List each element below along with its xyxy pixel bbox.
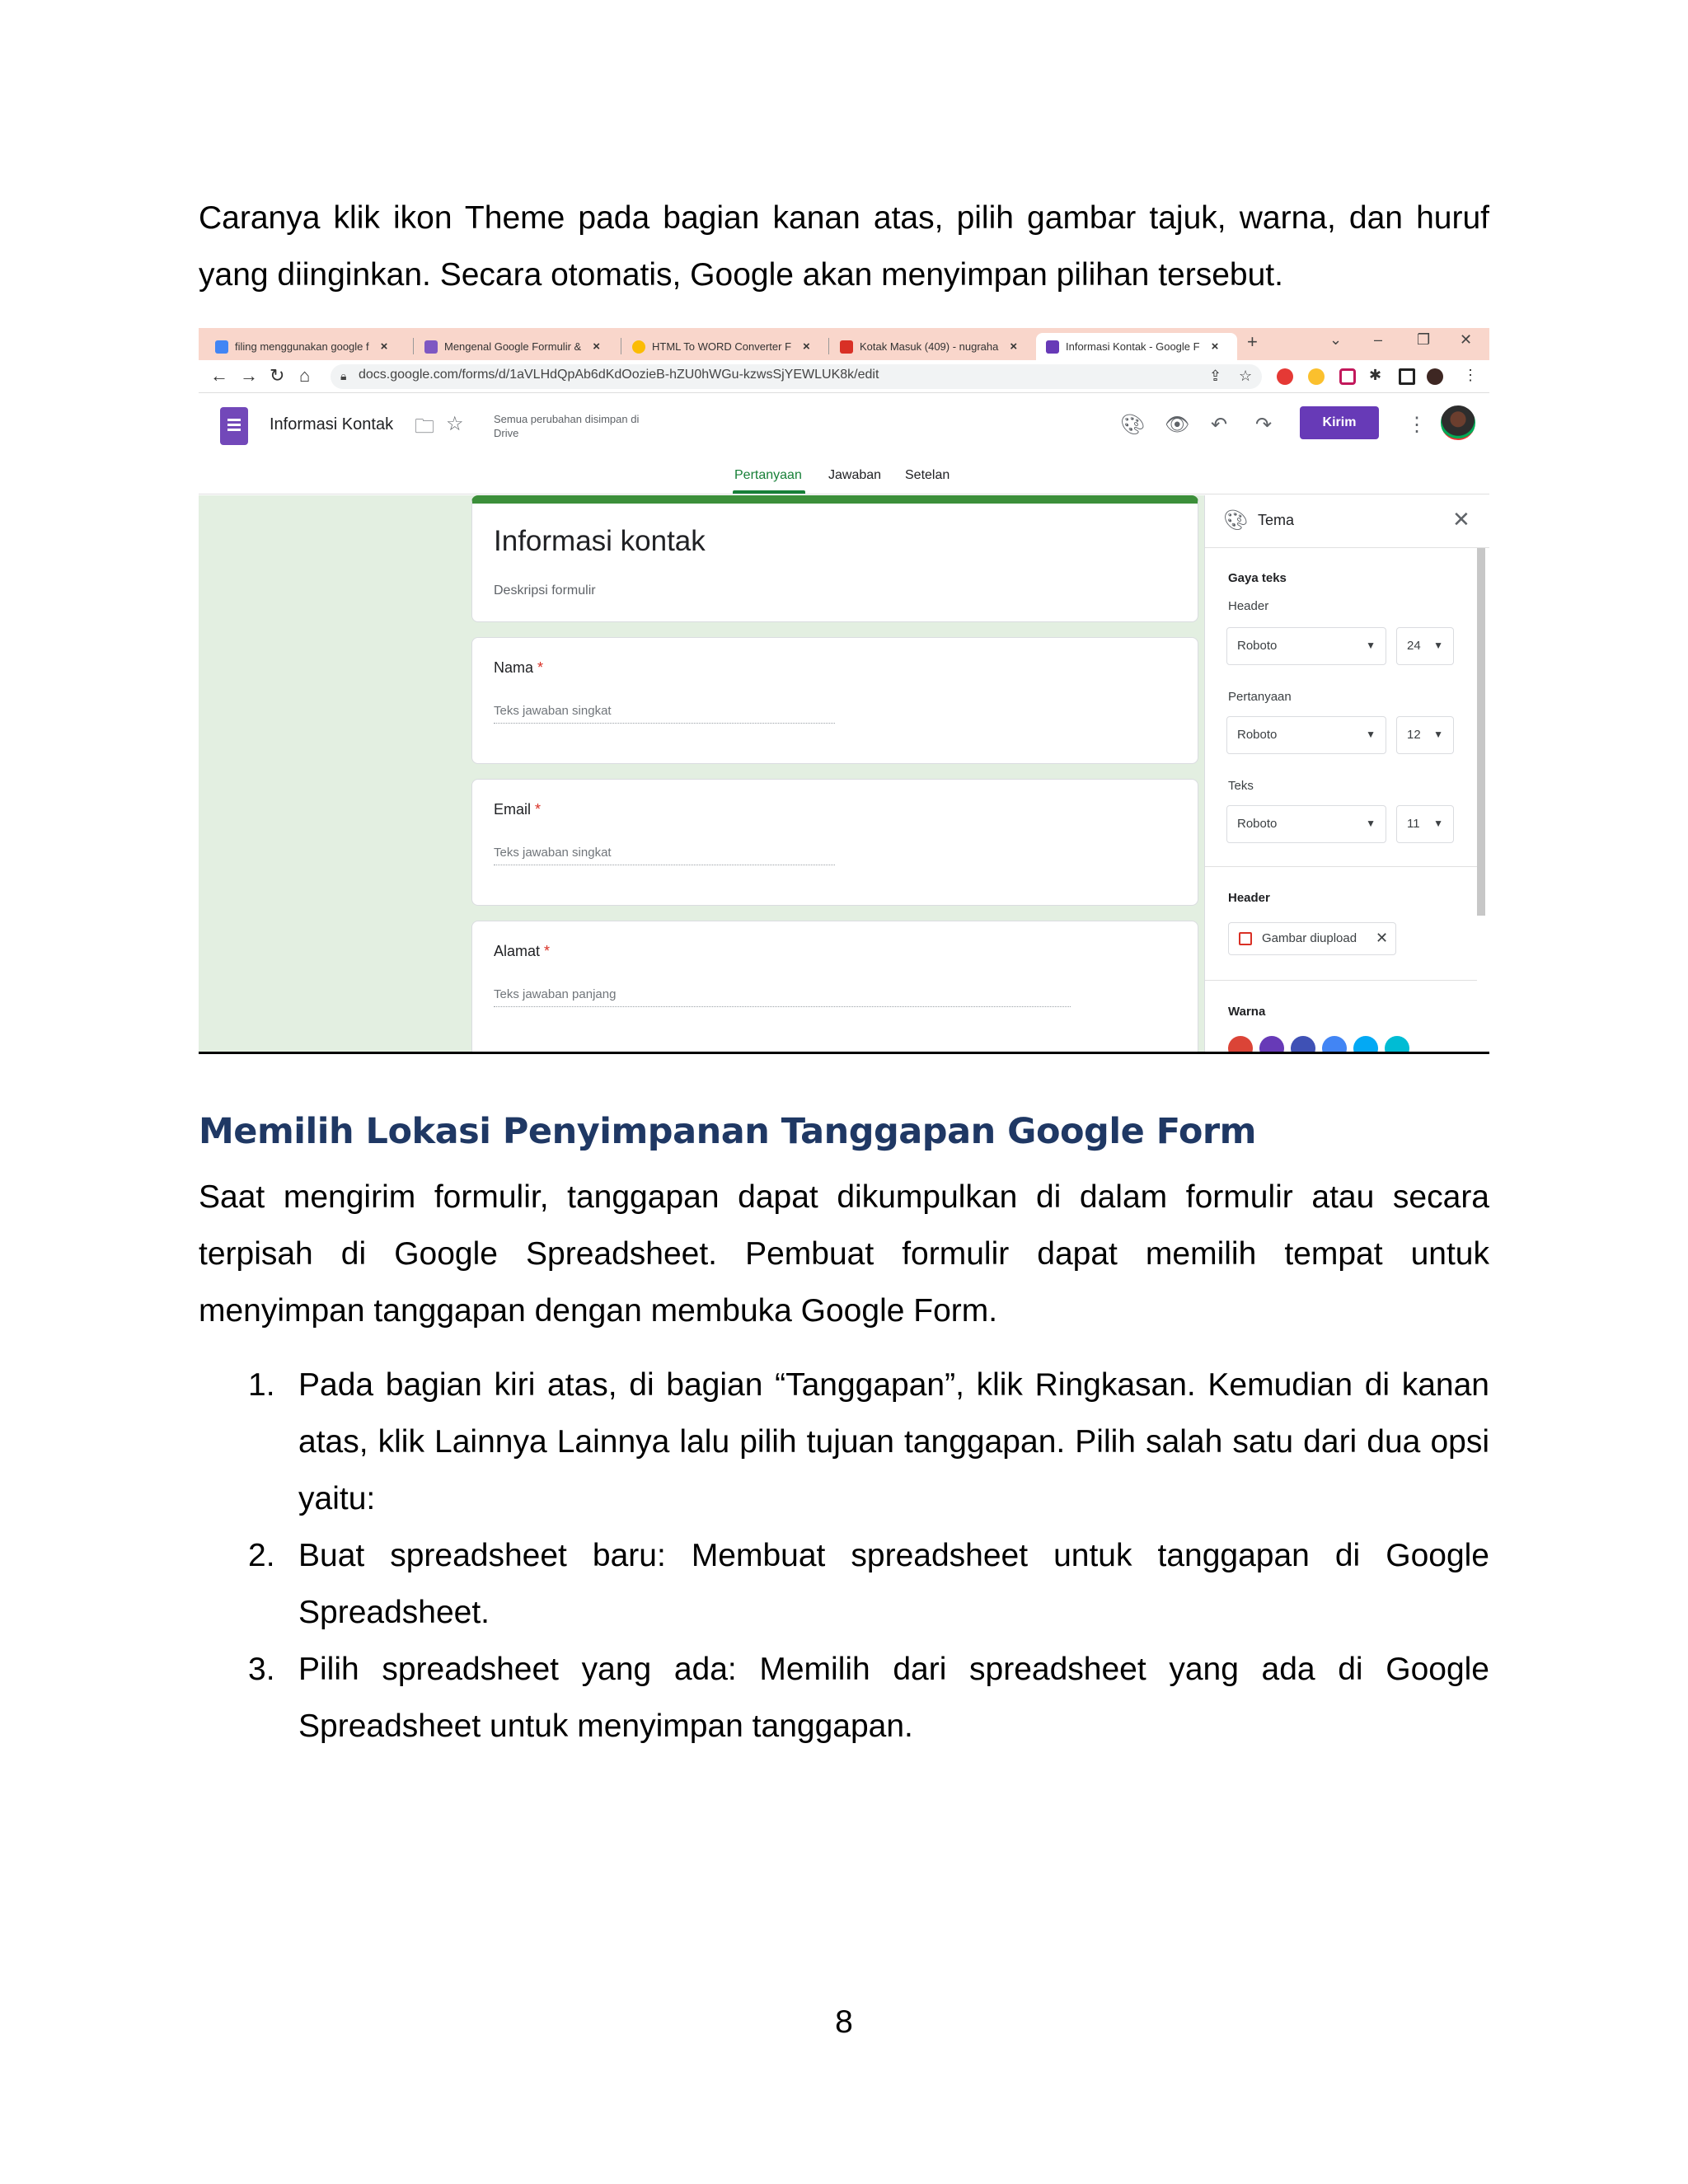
required-marker: * [537,659,544,676]
form-tabs [199,460,1489,494]
close-icon[interactable]: × [1010,340,1018,354]
close-window-icon[interactable]: ✕ [1460,331,1473,348]
select-value: Roboto [1237,817,1278,831]
question-text: Alamat [494,943,541,959]
minimize-icon[interactable]: – [1374,331,1383,348]
undo-icon[interactable]: ↶ [1211,414,1228,436]
google-forms-screenshot [199,328,1489,1054]
more-options-icon[interactable]: ⋮ [1407,414,1427,436]
theme-panel-header [1205,495,1489,548]
list-number: 3. [248,1652,275,1687]
question-label[interactable] [494,659,543,677]
restore-icon[interactable]: ❐ [1417,331,1431,348]
steps-list [199,1357,1489,1755]
tab-settings[interactable]: Setelan [905,468,950,482]
question-size-select[interactable] [1396,716,1454,754]
section-paragraph: Saat mengirim formulir, tanggapan dapat dikumpulkan di dalam formulir atau secara terpisah di Google Spreadsheet. Pembuat formulir dapat memilih tempat untuk menyimpan tanggapan dengan membuka Google Form. [199,1179,1489,1329]
question-text: Nama [494,659,534,676]
color-swatch[interactable] [1322,1036,1347,1054]
opera-icon[interactable] [1277,368,1293,385]
select-value: 12 [1407,728,1421,742]
kebab-menu-icon[interactable]: ⋮ [1463,367,1478,383]
url-text: docs.google.com/forms/d/1aVLHdQpAb6dKdOozieB-hZU0hWGu-kzwsSjYEWLUK8k/edit [359,368,879,382]
browser-tab[interactable] [622,333,827,360]
tab-label: Kotak Masuk (409) - nugraha [860,340,999,353]
question-label[interactable] [494,801,541,818]
color-swatch[interactable] [1385,1036,1409,1054]
tab-questions[interactable]: Pertanyaan [734,468,802,482]
browser-tab[interactable] [415,333,619,360]
star-icon[interactable]: ☆ [1239,368,1253,384]
color-label: Warna [1228,1005,1266,1019]
tab-label: filing menggunakan google f [235,340,369,353]
theme-panel [1204,495,1489,1054]
list-text: Pilih spreadsheet yang ada: Memilih dari spreadsheet yang ada di Google Spreadsheet untuk menyimpan tanggapan. [298,1652,1489,1744]
tab-label: Informasi Kontak - Google F [1066,340,1200,353]
divider [1205,866,1477,867]
browser-tab-bar [199,328,1489,360]
send-button[interactable]: Kirim [1300,406,1379,439]
back-icon[interactable]: ← [210,365,228,386]
page-number: 8 [835,2004,853,2040]
redo-icon[interactable]: ↷ [1255,414,1273,436]
home-icon[interactable]: ⌂ [299,365,311,386]
question-font-select[interactable] [1226,716,1386,754]
section-heading: Memilih Lokasi Penyimpanan Tanggapan Google Form [199,1111,1256,1152]
forms-icon [1046,340,1059,354]
sidebar-icon[interactable] [1399,368,1415,385]
form-description[interactable]: Deskripsi formulir [494,583,596,598]
header-font-select[interactable] [1226,627,1386,665]
theme-panel-title: Tema [1258,512,1295,528]
site-icon [424,340,438,354]
question-label[interactable] [494,943,550,960]
caret-down-icon: ▼ [1433,729,1443,740]
header-size-select[interactable] [1396,627,1454,665]
caret-down-icon: ▼ [1366,640,1376,651]
form-doc-title[interactable]: Informasi Kontak [270,415,394,434]
text-style-label: Gaya teks [1228,571,1287,585]
star-icon[interactable]: ☆ [446,413,464,435]
list-text: Pada bagian kiri atas, di bagian “Tanggapan”, klik Ringkasan. Kemudian di kanan atas, klik Lainnya Lainnya lalu pilih tujuan tanggapan. Pilih salah satu dari dua opsi yaitu: [298,1367,1489,1516]
active-tab-indicator [733,490,805,494]
question-text: Email [494,801,532,818]
forward-icon[interactable]: → [240,365,258,386]
caret-down-icon: ▼ [1433,818,1443,829]
forms-header [199,394,1489,460]
form-canvas [199,495,1204,1054]
extension-icon[interactable] [1308,368,1325,385]
list-number: 2. [248,1538,275,1573]
forms-logo-icon [220,407,248,445]
header-font-label: Header [1228,599,1269,613]
color-swatch[interactable] [1291,1036,1315,1054]
scrollbar[interactable] [1477,548,1485,916]
close-icon[interactable]: × [593,340,600,354]
browser-tab[interactable] [205,333,411,360]
list-text: Buat spreadsheet baru: Membuat spreadsheet untuk tanggapan di Google Spreadsheet. [298,1538,1489,1630]
color-swatch[interactable] [1259,1036,1284,1054]
text-font-select[interactable] [1226,805,1386,843]
question-card[interactable] [471,779,1198,906]
required-marker: * [544,943,551,959]
tab-label: HTML To WORD Converter F [652,340,792,353]
reload-icon[interactable]: ↻ [270,365,285,386]
header-image-chip[interactable] [1228,922,1396,955]
folder-icon[interactable]: 🗀︎ [415,415,434,438]
question-card[interactable] [471,921,1198,1054]
header-section-label: Header [1228,891,1270,905]
close-icon[interactable]: × [1211,340,1219,354]
caret-down-icon: ▼ [1366,729,1376,740]
palette-icon[interactable]: 🎨︎ [1120,414,1146,436]
new-tab-button[interactable]: + [1247,331,1258,352]
close-icon[interactable]: ✕ [1376,930,1389,946]
address-bar [199,360,1489,393]
color-swatch[interactable] [1353,1036,1378,1054]
divider [1205,980,1477,981]
form-title[interactable]: Informasi kontak [494,525,706,557]
share-icon[interactable]: ⇪ [1209,368,1222,384]
gmail-icon [840,340,853,354]
chrome-icon [632,340,645,354]
select-value: 11 [1407,817,1420,831]
answer-hint: Teks jawaban panjang [494,987,1071,1007]
text-font-label: Teks [1228,779,1254,793]
chip-label: Gambar diupload [1262,931,1357,945]
profile-icon[interactable] [1427,368,1443,385]
close-icon[interactable]: ✕ [1452,507,1470,532]
tab-label: Mengenal Google Formulir & [444,340,582,353]
close-icon[interactable]: × [803,340,810,354]
palette-icon: 🎨︎ [1223,509,1249,532]
saved-status: Semua perubahan disimpan di Drive [494,413,640,439]
text-size-select[interactable] [1396,805,1454,843]
caret-down-icon: ▼ [1433,640,1443,651]
answer-hint: Teks jawaban singkat [494,704,835,724]
form-title-card[interactable] [471,495,1198,622]
select-value: Roboto [1237,728,1278,742]
question-font-label: Pertanyaan [1228,690,1292,704]
tab-responses[interactable]: Jawaban [828,468,882,482]
lock-icon: 🔒︎ [340,369,347,382]
list-number: 1. [248,1367,275,1403]
list-item [199,1357,1489,1527]
puzzle-icon[interactable]: ✱ [1369,367,1382,383]
browser-tab-active[interactable] [1036,333,1237,360]
intro-paragraph: Caranya klik ikon Theme pada bagian kanan atas, pilih gambar tajuk, warna, dan huruf yang diinginkan. Secara otomatis, Google akan menyimpan pilihan tersebut. [199,200,1489,293]
google-icon [215,340,228,354]
list-item [199,1641,1489,1755]
extension-icon[interactable] [1339,368,1356,385]
required-marker: * [535,801,542,818]
close-icon[interactable]: × [380,340,388,354]
select-value: Roboto [1237,639,1278,653]
browser-tab[interactable] [830,333,1034,360]
chevron-down-icon[interactable]: ⌄ [1329,331,1343,348]
avatar[interactable] [1439,404,1477,442]
select-value: 24 [1407,639,1421,653]
caret-down-icon: ▼ [1366,818,1376,829]
eye-icon[interactable]: 👁︎ [1165,414,1190,436]
question-card[interactable] [471,637,1198,764]
color-swatch[interactable] [1228,1036,1253,1054]
list-item [199,1527,1489,1641]
url-field[interactable] [331,364,1262,389]
image-icon [1239,932,1252,945]
answer-hint: Teks jawaban singkat [494,846,835,865]
